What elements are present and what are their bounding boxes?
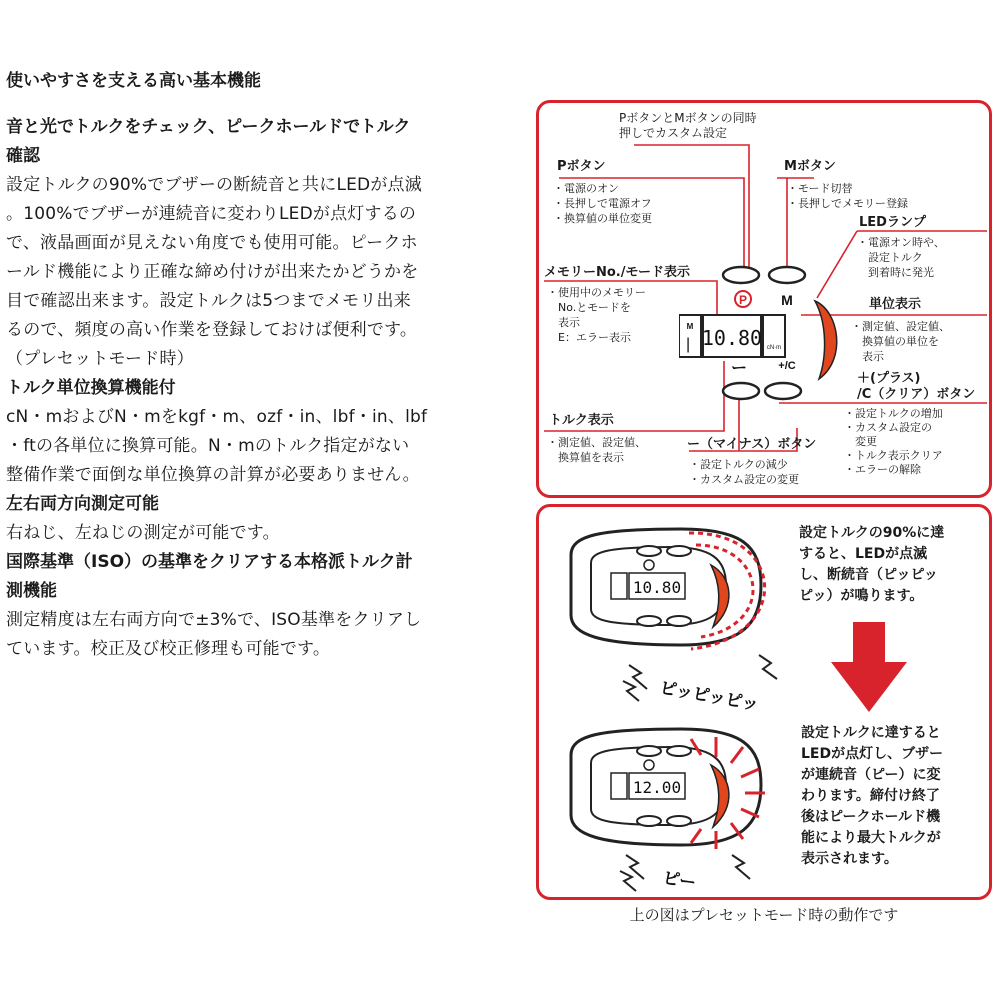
memory-title: メモリーNo./モード表示	[544, 265, 690, 280]
section-heading: トルク単位換算機能付	[6, 378, 176, 398]
section-body: 右ねじ、左ねじの測定が可能です。	[6, 523, 280, 543]
section-heading: 国際基準（ISO）の基準をクリアする本格派トルク計 測機能	[6, 552, 413, 601]
plus-title: ＋(プラス) /C（クリア）ボタン	[857, 371, 976, 402]
memory-digit: |	[686, 336, 691, 353]
p-key-label: P	[738, 293, 748, 307]
section-sound-light	[6, 113, 496, 374]
memory-notes: ・使用中のメモリー No.とモードを 表示 E：エラー表示	[547, 286, 646, 344]
page-title: 使いやすさを支える高い基本機能	[6, 71, 261, 91]
step1-sound: ピッピッピッ	[658, 678, 761, 716]
led-lamp	[815, 301, 837, 379]
step1-readout: 10.80	[632, 578, 682, 597]
device-step1	[561, 525, 791, 655]
pm-combo-label: PボタンとMボタンの同時 押しでカスタム設定	[619, 111, 757, 140]
plus-key-label: +/C	[778, 360, 796, 372]
m-button-title: Mボタン	[784, 159, 836, 174]
section-heading: 音と光でトルクをチェック、ピークホールドでトルク 確認	[6, 117, 411, 166]
step1-description: 設定トルクの90%に達 すると、LEDが点滅 し、断続音（ピッピッ ピッ）が鳴ります。	[799, 525, 945, 604]
section-unit-conversion	[6, 374, 496, 490]
p-key-top[interactable]	[723, 267, 759, 283]
operation-sequence-panel	[536, 504, 992, 900]
step1-sound-marks	[619, 645, 809, 727]
p-button-title: Pボタン	[557, 159, 606, 174]
m-button-notes: ・モード切替 ・長押しでメモリー登録	[787, 182, 908, 210]
torque-readout: 10.80	[701, 326, 763, 350]
section-bidirectional	[6, 490, 496, 548]
step2-sound-marks	[614, 847, 784, 899]
unit-notes: ・測定値、設定値、 換算値の単位を 表示	[851, 320, 950, 363]
section-heading: 左右両方向測定可能	[6, 494, 159, 514]
torque-title: トルク表示	[549, 413, 614, 428]
section-body: cN・mおよびN・mをkgf・m、ozf・in、lbf・in、lbf ・ftの各単位に換算可能。N・mのトルク指定がない 整備作業で面倒な単位換算の計算が必要ありません。	[6, 407, 428, 485]
section-iso	[6, 548, 496, 664]
torque-notes: ・測定値、設定値、 換算値を表示	[547, 436, 646, 464]
step2-readout: 12.00	[632, 778, 682, 797]
diagram-caption: 上の図はプレセットモード時の動作です	[629, 906, 899, 924]
section-body: 測定精度は左右両方向で±3%で、ISO基準をクリアし ています。校正及び校正修理も可能です。	[6, 610, 422, 659]
section-body: 設定トルクの90%でブザーの断続音と共にLEDが点滅 。100%でブザーが連続音に変わりLEDが点灯するの で、液晶画面が見えない角度でも使用可能。ピークホ ールド機能により正確な締め付けが出来たかどうかを 目で確認出来ます。設定トルクは5つまでメモリ出来 るので、頻度の高い作業を登録しておけば便利です。 （プレセットモード時）	[6, 175, 422, 369]
unit-title: 単位表示	[869, 297, 922, 312]
minus-title: ー（マイナス）ボタン	[687, 437, 817, 452]
device-face	[679, 261, 879, 411]
device-diagram-panel	[536, 100, 992, 498]
m-key-label: M	[781, 292, 793, 308]
step2-sound: ピー	[661, 868, 698, 894]
led-title: LEDランプ	[859, 215, 926, 230]
minus-key-label: ー	[730, 360, 748, 377]
minus-notes: ・設定トルクの減少 ・カスタム設定の変更	[689, 458, 799, 486]
left-column	[6, 66, 496, 664]
device-step2	[561, 725, 791, 855]
led-notes: ・電源オン時や、 設定トルク 到着時に発光	[857, 236, 945, 279]
minus-key[interactable]	[723, 383, 759, 399]
unit-text: cN·m	[766, 345, 782, 351]
m-key-top[interactable]	[769, 267, 805, 283]
plus-key[interactable]	[765, 383, 801, 399]
plus-notes: ・設定トルクの増加 ・カスタム設定の 変更 ・トルク表示クリア ・エラーの解除	[844, 407, 943, 476]
step2-description: 設定トルクに達すると LEDが点灯し、ブザー が連続音（ピー）に変 わります。締付け終了 後はピークホールド機 能により最大トルクが 表示されます。	[801, 725, 944, 867]
memory-char: M	[686, 322, 694, 331]
p-button-notes: ・電源のオン ・長押しで電源オフ ・換算値の単位変更	[553, 182, 652, 225]
down-arrow-icon	[829, 622, 909, 714]
